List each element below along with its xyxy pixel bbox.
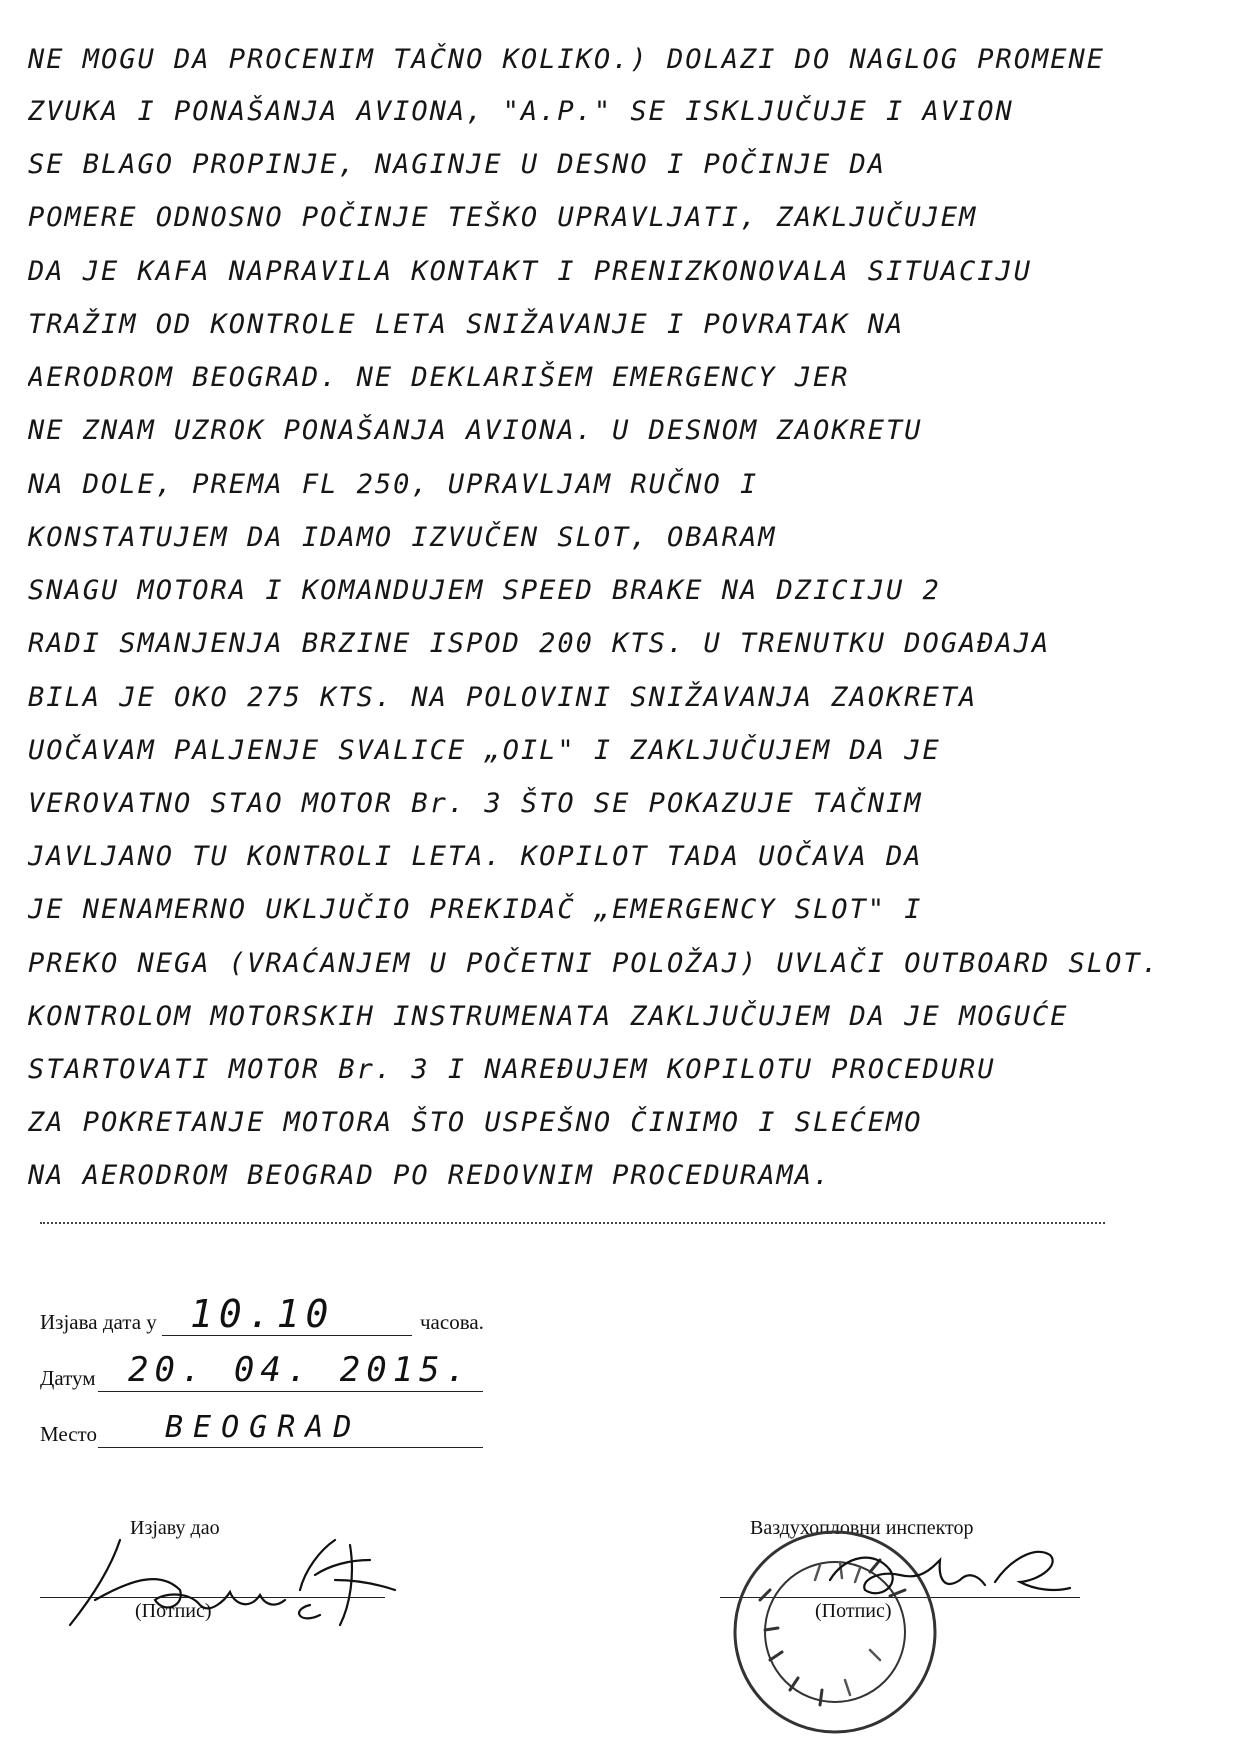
statement-line: JAVLJANO TU KONTROLI LETA. KOPILOT TADA UOČAVA DA xyxy=(28,841,923,872)
statement-line: NE MOGU DA PROCENIM TAČNO KOLIKO.) DOLAZI DO NAGLOG PROMENE xyxy=(28,44,1106,75)
left-signature-caption: (Потпис) xyxy=(135,1600,212,1622)
time-value: 10.10 xyxy=(190,1292,335,1336)
statement-line: STARTOVATI MOTOR Br. 3 I NAREĐUJEM KOPILOTU PROCEDURU xyxy=(28,1054,996,1085)
aviation-inspector-label: Ваздухопловни инспектор xyxy=(750,1517,974,1539)
statement-line: KONTROLOM MOTORSKIH INSTRUMENATA ZAKLJUČUJEM DA JE MOGUĆE xyxy=(28,1001,1069,1032)
statement-line: DA JE KAFA NAPRAVILA KONTAKT I PRENIZKONOVALA SITUACIJU xyxy=(28,256,1033,287)
right-handwritten-signature xyxy=(820,1520,1080,1640)
right-signature-caption: (Потпис) xyxy=(815,1600,892,1622)
statement-line: RADI SMANJENJA BRZINE ISPOD 200 KTS. U TRENUTKU DOGAĐAJA xyxy=(28,628,1051,659)
statement-line: NA AERODROM BEOGRAD PO REDOVNIM PROCEDURAMA. xyxy=(28,1160,832,1191)
statement-line: KONSTATUJEM DA IDAMO IZVUČEN SLOT, OBARAM xyxy=(28,522,777,553)
date-label: Датум xyxy=(40,1366,96,1390)
statement-line: NE ZNAM UZROK PONAŠANJA AVIONA. U DESNOM ZAOKRETU xyxy=(28,415,923,446)
statement-line: ZVUKA I PONAŠANJA AVIONA, "A.P." SE ISKLJUČUJE I AVION xyxy=(28,96,1014,127)
place-underline xyxy=(98,1447,483,1448)
statement-line: BILA JE OKO 275 KTS. NA POLOVINI SNIŽAVANJA ZAOKRETA xyxy=(28,682,978,713)
date-underline xyxy=(98,1391,483,1392)
statement-line: JE NENAMERNO UKLJUČIO PREKIDAČ „EMERGENCY SLOT" I xyxy=(28,894,923,925)
dotted-divider xyxy=(40,1222,1105,1224)
place-value: BEOGRAD xyxy=(165,1410,362,1445)
statement-line: POMERE ODNOSNO POČINJE TEŠKO UPRAVLJATI, ZAKLJUČUJEM xyxy=(28,202,978,233)
statement-line: ZA POKRETANJE MOTORA ŠTO USPEŠNO ČINIMO I SLEĆEMO xyxy=(28,1107,923,1138)
statement-line: TRAŽIM OD KONTROLE LETA SNIŽAVANJE I POVRATAK NA xyxy=(28,309,905,340)
statement-line: AERODROM BEOGRAD. NE DEKLARIŠEM EMERGENCY JER xyxy=(28,362,850,393)
left-handwritten-signature xyxy=(50,1530,420,1640)
statement-line: SE BLAGO PROPINJE, NAGINJE U DESNO I POČINJE DA xyxy=(28,149,887,180)
date-value: 20. 04. 2015. xyxy=(128,1350,473,1390)
statement-given-by-label: Изјаву дао xyxy=(130,1517,220,1539)
statement-line: SNAGU MOTORA I KOMANDUJEM SPEED BRAKE NA DZICIJU 2 xyxy=(28,575,941,606)
statement-line: NA DOLE, PREMA FL 250, UPRAVLJAM RUČNO I xyxy=(28,469,759,500)
statement-line: UOČAVAM PALJENJE SVALICE „OIL" I ZAKLJUČUJEM DA JE xyxy=(28,735,941,766)
time-label: Изјава дата у xyxy=(40,1310,157,1334)
statement-line: VEROVATNO STAO MOTOR Br. 3 ŠTO SE POKAZUJE TAČNIM xyxy=(28,788,923,819)
place-label: Место xyxy=(40,1422,97,1446)
time-suffix: часова. xyxy=(420,1310,484,1334)
statement-line: PREKO NEGA (VRAĆANJEM U POČETNI POLOŽAJ) UVLAČI OUTBOARD SLOT. xyxy=(28,948,1160,979)
